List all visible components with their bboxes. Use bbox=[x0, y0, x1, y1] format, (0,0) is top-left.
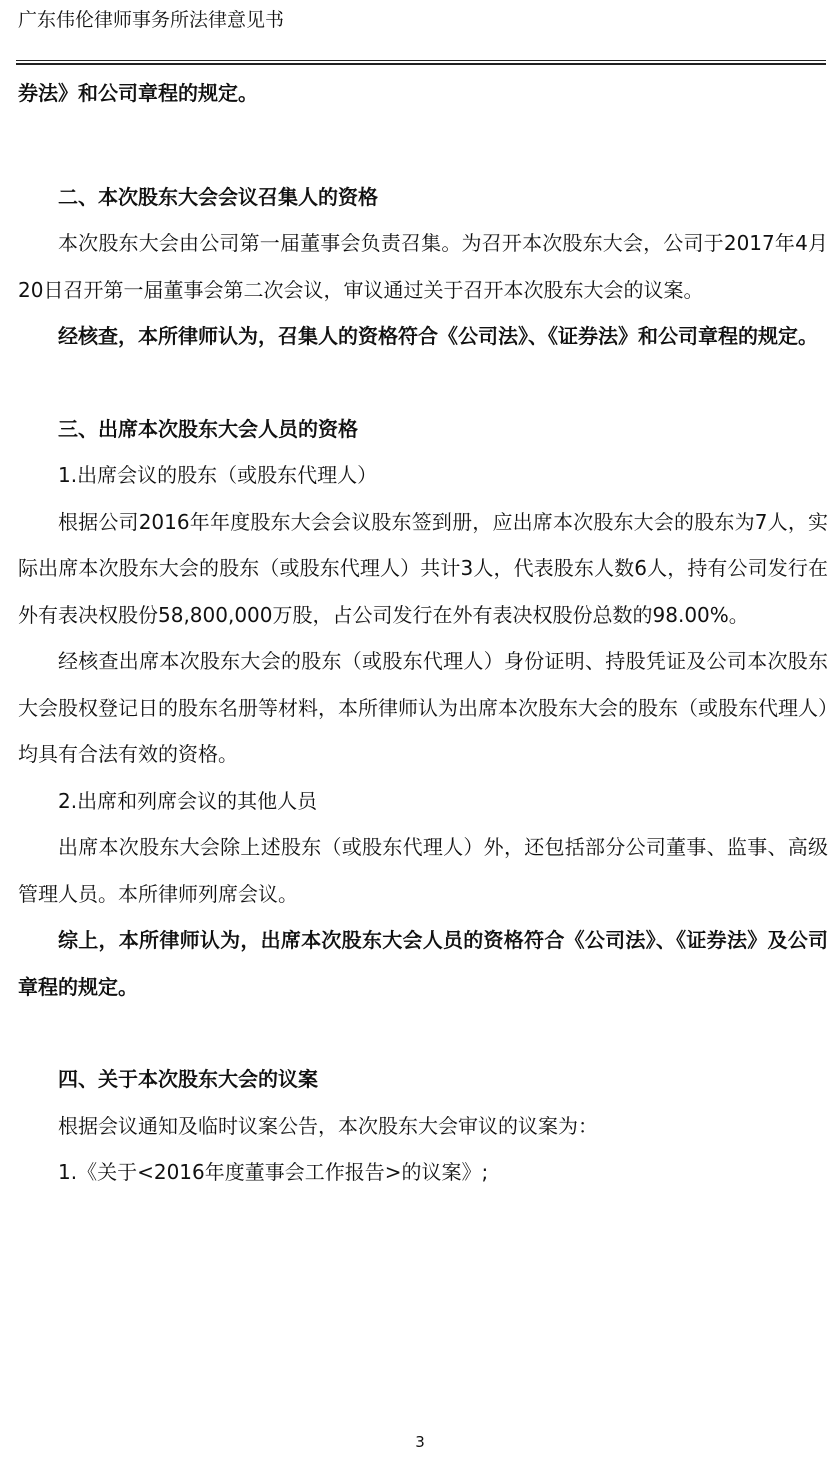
section-4-heading: 四、关于本次股东大会的议案 bbox=[58, 1067, 318, 1091]
section-3-heading: 三、出席本次股东大会人员的资格 bbox=[58, 416, 358, 441]
section-2-conclusion: 经核查，本所律师认为，召集人的资格符合《公司法》、《证券法》和公司章程的规定。 bbox=[58, 324, 818, 348]
section-3-conclusion: 综上，本所律师认为，出席本次股东大会人员的资格符合《公司法》、《证券法》及公司章程的规定。 bbox=[18, 928, 828, 999]
continuation-text: 券法》和公司章程的规定。 bbox=[18, 81, 258, 105]
section-3-subheading-2: 2.出席和列席会议的其他人员 bbox=[58, 788, 318, 813]
header-rule-thin bbox=[16, 60, 826, 61]
document-body bbox=[18, 70, 828, 1196]
section-2-heading: 二、本次股东大会会议召集人的资格 bbox=[58, 184, 378, 209]
section-4-item-1: 1.《关于<2016年度董事会工作报告>的议案》; bbox=[58, 1160, 489, 1184]
header-rule-thick bbox=[16, 63, 826, 65]
section-3-paragraph-1: 根据公司2016年年度股东大会会议股东签到册，应出席本次股东大会的股东为7人，实际出席本次股东大会的股东（或股东代理人）共计3人，代表股东人数6人，持有公司发行在外有表决权股份58,800,000万股，占公司发行在外有表决权股份总数的98.00%。 bbox=[18, 509, 828, 627]
document-header-title: 广东伟伦律师事务所法律意见书 bbox=[18, 9, 285, 31]
section-spacer bbox=[18, 360, 828, 406]
section-3-paragraph-2: 经核查出席本次股东大会的股东（或股东代理人）身份证明、持股凭证及公司本次股东大会股权登记日的股东名册等材料，本所律师认为出席本次股东大会的股东（或股东代理人）均具有合法有效的资格。 bbox=[18, 649, 828, 766]
page-number: 3 bbox=[415, 1433, 425, 1451]
section-2-paragraph: 本次股东大会由公司第一届董事会负责召集。为召开本次股东大会，公司于2017年4月20日召开第一届董事会第二次会议，审议通过关于召开本次股东大会的议案。 bbox=[18, 231, 828, 302]
section-3-subheading-1: 1.出席会议的股东（或股东代理人） bbox=[58, 463, 378, 487]
section-spacer bbox=[18, 117, 828, 174]
section-4-paragraph: 根据会议通知及临时议案公告，本次股东大会审议的议案为： bbox=[58, 1113, 598, 1138]
section-spacer bbox=[18, 1010, 828, 1056]
section-3-paragraph-3: 出席本次股东大会除上述股东（或股东代理人）外，还包括部分公司董事、监事、高级管理人员。本所律师列席会议。 bbox=[18, 835, 828, 906]
